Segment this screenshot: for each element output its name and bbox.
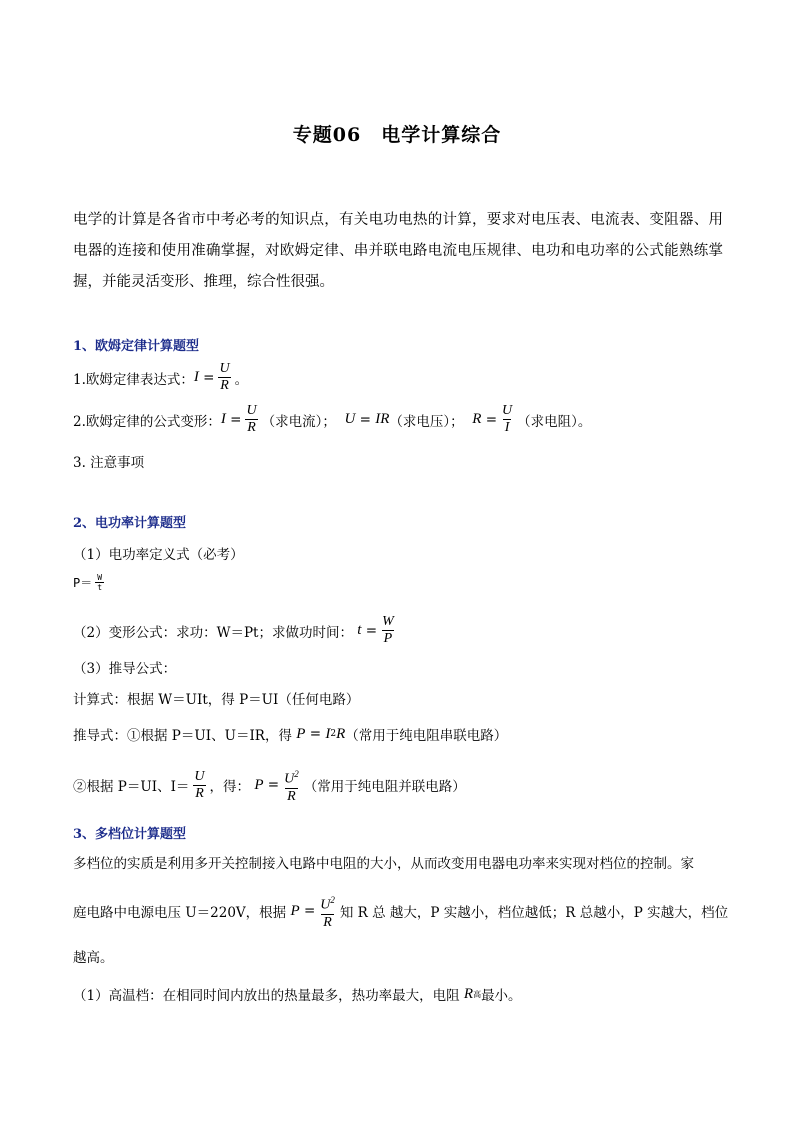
parallel-derived-formula: ②根据 P＝UI、I＝ $\frac{U}{R}$ ，得： P = $\frac{U^2}{R}$ （常用于纯电阻并联电路）	[73, 768, 466, 804]
section-3-heading: 3、多档位计算题型	[73, 827, 187, 842]
power-definition-label: （1）电功率定义式（必考）	[73, 547, 244, 563]
derived-formula-label: （3）推导公式：	[73, 661, 177, 677]
section-1-heading: 1、欧姆定律计算题型	[73, 339, 200, 354]
ohm-law-notes: 3. 注意事项	[73, 455, 145, 471]
series-derived-formula: 推导式：①根据 P＝UI、U＝IR，得 P = I 2 R （常用于纯电阻串联电路）	[73, 725, 508, 744]
power-variant-formula: （2）变形公式：求功：W＝Pt；求做功时间： t = $\frac{W}{P}$	[73, 614, 394, 646]
section-2-heading: 2、电功率计算题型	[73, 516, 187, 531]
page-title: 专题06 电学计算综合	[292, 124, 502, 146]
multi-gear-paragraph-line-3: 越高。	[73, 950, 114, 966]
intro-paragraph: 电学的计算是各省市中考必考的知识点，有关电功电热的计算，要求对电压表、电流表、变阻器、用电器的连接和使用准确掌握，对欧姆定律、串并联电路电流电压规律、电功和电功率的公式能熟练掌握，并能灵活变形、推理，综合性很强。	[73, 212, 723, 290]
high-temp-gear-line: （1）高温档：在相同时间内放出的热量最多，热功率最大，电阻 R 高 最小。	[73, 985, 522, 1004]
multi-gear-paragraph-line-2: 庭电路中电源电压 U＝220V，根据 P = $\frac{U^2}{R}$ 知 R 总 越大，P 实越小，档位越低；R 总越小，P 实越大，档位	[73, 895, 729, 930]
multi-gear-paragraph-line-1: 多档位的实质是利用多开关控制接入电路中电阻的大小，从而改变用电器电功率来实现对档位的控制。家	[73, 856, 694, 872]
ohm-law-expression: 1.欧姆定律表达式： I = $\frac{U}{R}$ 。	[73, 361, 249, 393]
power-definition-formula: P＝ $\frac{W}{t}$	[73, 573, 103, 592]
ohm-law-variants: 2.欧姆定律的公式变形： I = $\frac{U}{R}$ （求电流）； U = IR （求电压）； R = $\frac{U}{I}$ （求电阻）。	[73, 403, 592, 435]
fraction-u-over-r: $\frac{U}{R}$	[219, 361, 230, 393]
calculation-formula: 计算式：根据 W＝UIt，得 P＝UI（任何电路）	[73, 692, 360, 708]
